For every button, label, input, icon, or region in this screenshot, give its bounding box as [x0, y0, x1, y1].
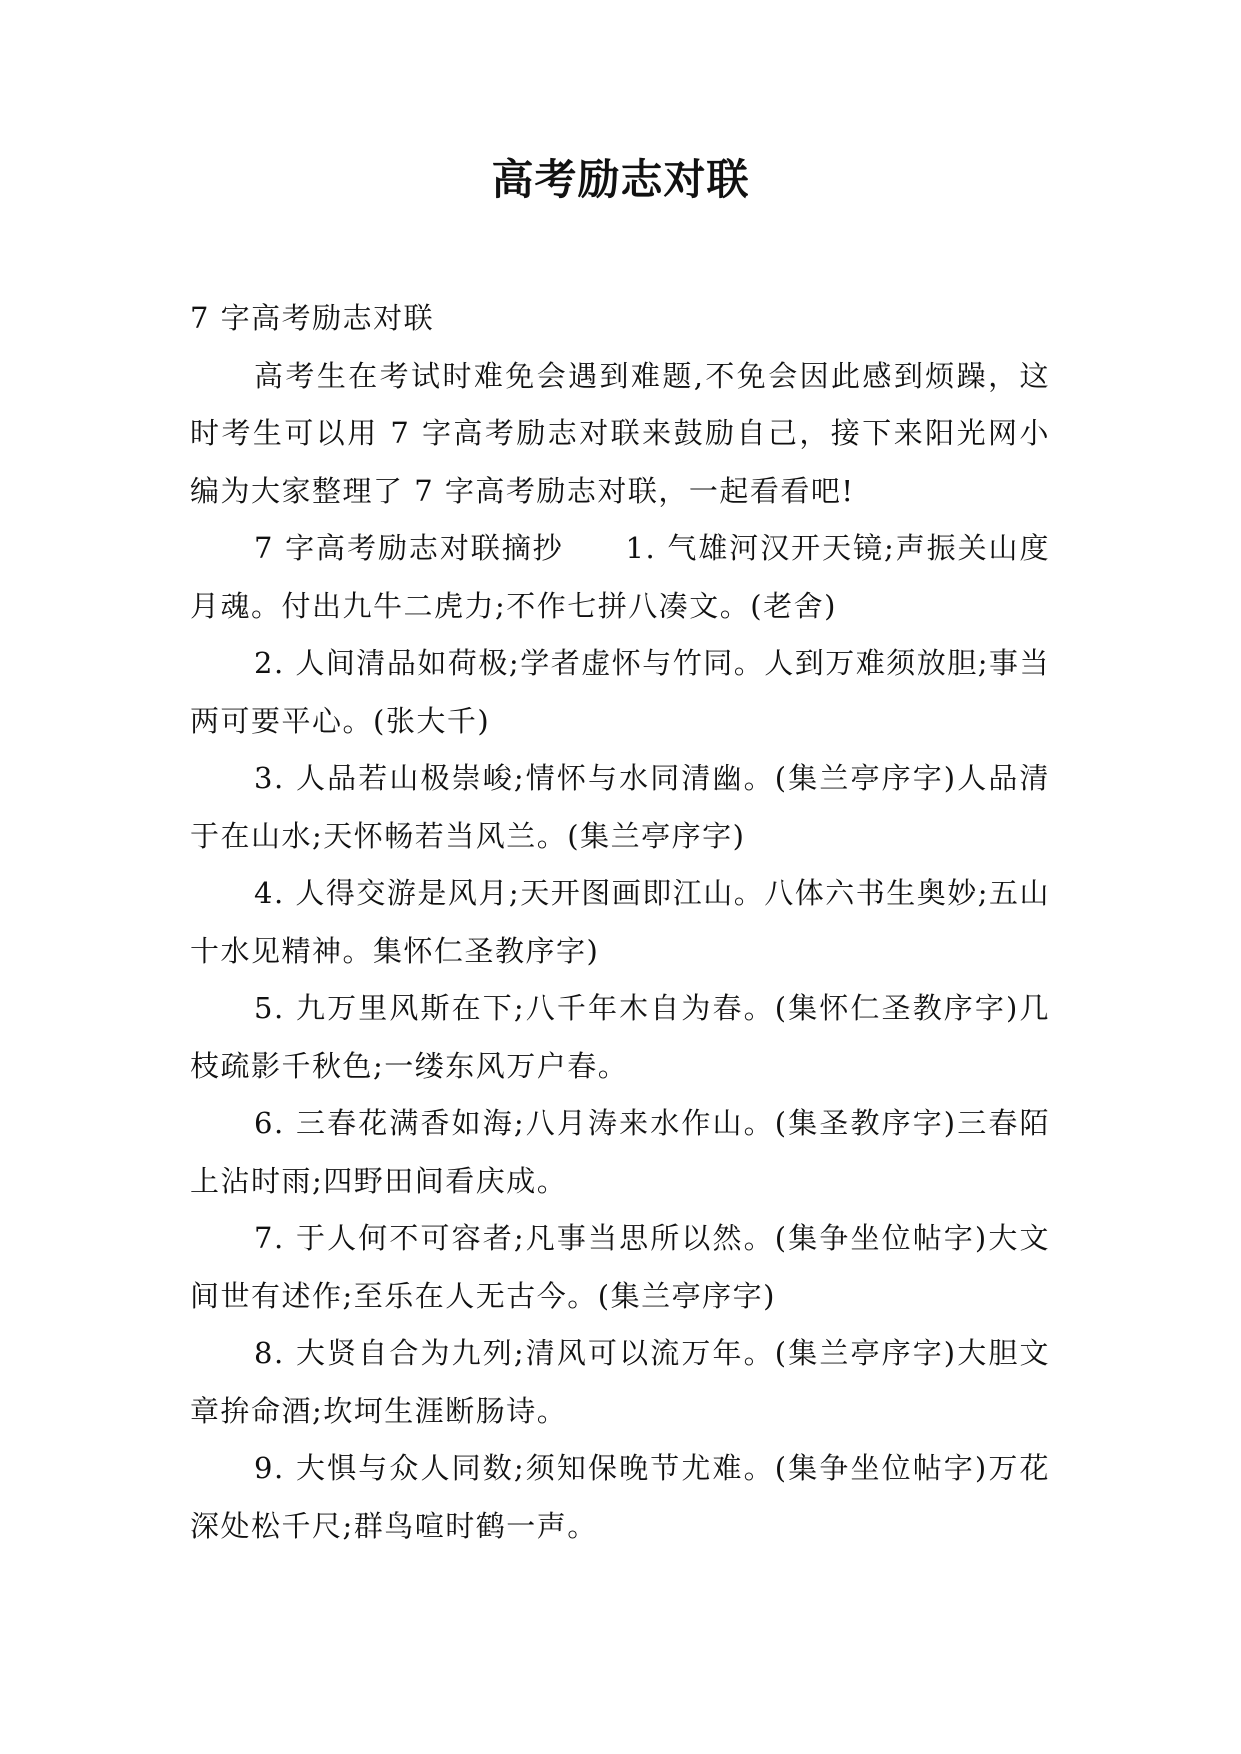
item-text: 人品若山极崇峻;情怀与水同清幽。(集兰亭序字)人品清于在山水;天怀畅若当风兰。(集兰亭序字) [190, 761, 1050, 853]
couplet-item [190, 980, 1050, 1095]
intro-paragraph: 高考生在考试时难免会遇到难题,不免会因此感到烦躁，这时考生可以用 7 字高考励志对联来鼓励自己，接下来阳光网小编为大家整理了 7 字高考励志对联，一起看看吧! [190, 358, 1050, 508]
couplet-item [190, 635, 1050, 750]
couplet-item [190, 865, 1050, 980]
couplet-item [190, 750, 1050, 865]
item-number: 4. [254, 876, 285, 910]
item-number: 6. [254, 1106, 285, 1140]
couplet-item [190, 1210, 1050, 1325]
section-heading: 7 字高考励志对联 [190, 301, 435, 335]
item-text: 于人何不可容者;凡事当思所以然。(集争坐位帖字)大文间世有述作;至乐在人无古今。(集兰亭序字) [190, 1221, 1050, 1313]
item-text: 气雄河汉开天镜;声振关山度月魂。付出九牛二虎力;不作七拼八凑文。(老舍) [190, 531, 1051, 623]
couplet-item [190, 1325, 1050, 1440]
item-number: 5. [254, 991, 285, 1025]
item-number: 2. [254, 646, 285, 680]
item-text: 三春花满香如海;八月涛来水作山。(集圣教序字)三春陌上沾时雨;四野田间看庆成。 [190, 1106, 1050, 1198]
item-text: 大惧与众人同数;须知保晚节尤难。(集争坐位帖字)万花深处松千尺;群鸟喧时鹤一声。 [190, 1451, 1050, 1543]
item-text: 人间清品如荷极;学者虚怀与竹同。人到万难须放胆;事当两可要平心。(张大千) [190, 646, 1051, 738]
couplet-item [190, 1095, 1050, 1210]
document-title: 高考励志对联 [491, 155, 750, 204]
document-body [190, 290, 1050, 1555]
item-number: 9. [254, 1451, 285, 1485]
couplet-item [190, 520, 1050, 635]
item-text: 大贤自合为九列;清风可以流万年。(集兰亭序字)大胆文章拚命酒;坎坷生涯断肠诗。 [190, 1336, 1050, 1428]
couplet-item [190, 1440, 1050, 1555]
item-number: 8. [254, 1336, 285, 1370]
item-number: 7 字高考励志对联摘抄 1. [254, 531, 657, 565]
item-text: 九万里风斯在下;八千年木自为春。(集怀仁圣教序字)几枝疏影千秋色;一缕东风万户春。 [190, 991, 1050, 1083]
item-number: 7. [254, 1221, 285, 1255]
item-number: 3. [254, 761, 285, 795]
item-text: 人得交游是风月;天开图画即江山。八体六书生奥妙;五山十水见精神。集怀仁圣教序字) [190, 876, 1051, 968]
